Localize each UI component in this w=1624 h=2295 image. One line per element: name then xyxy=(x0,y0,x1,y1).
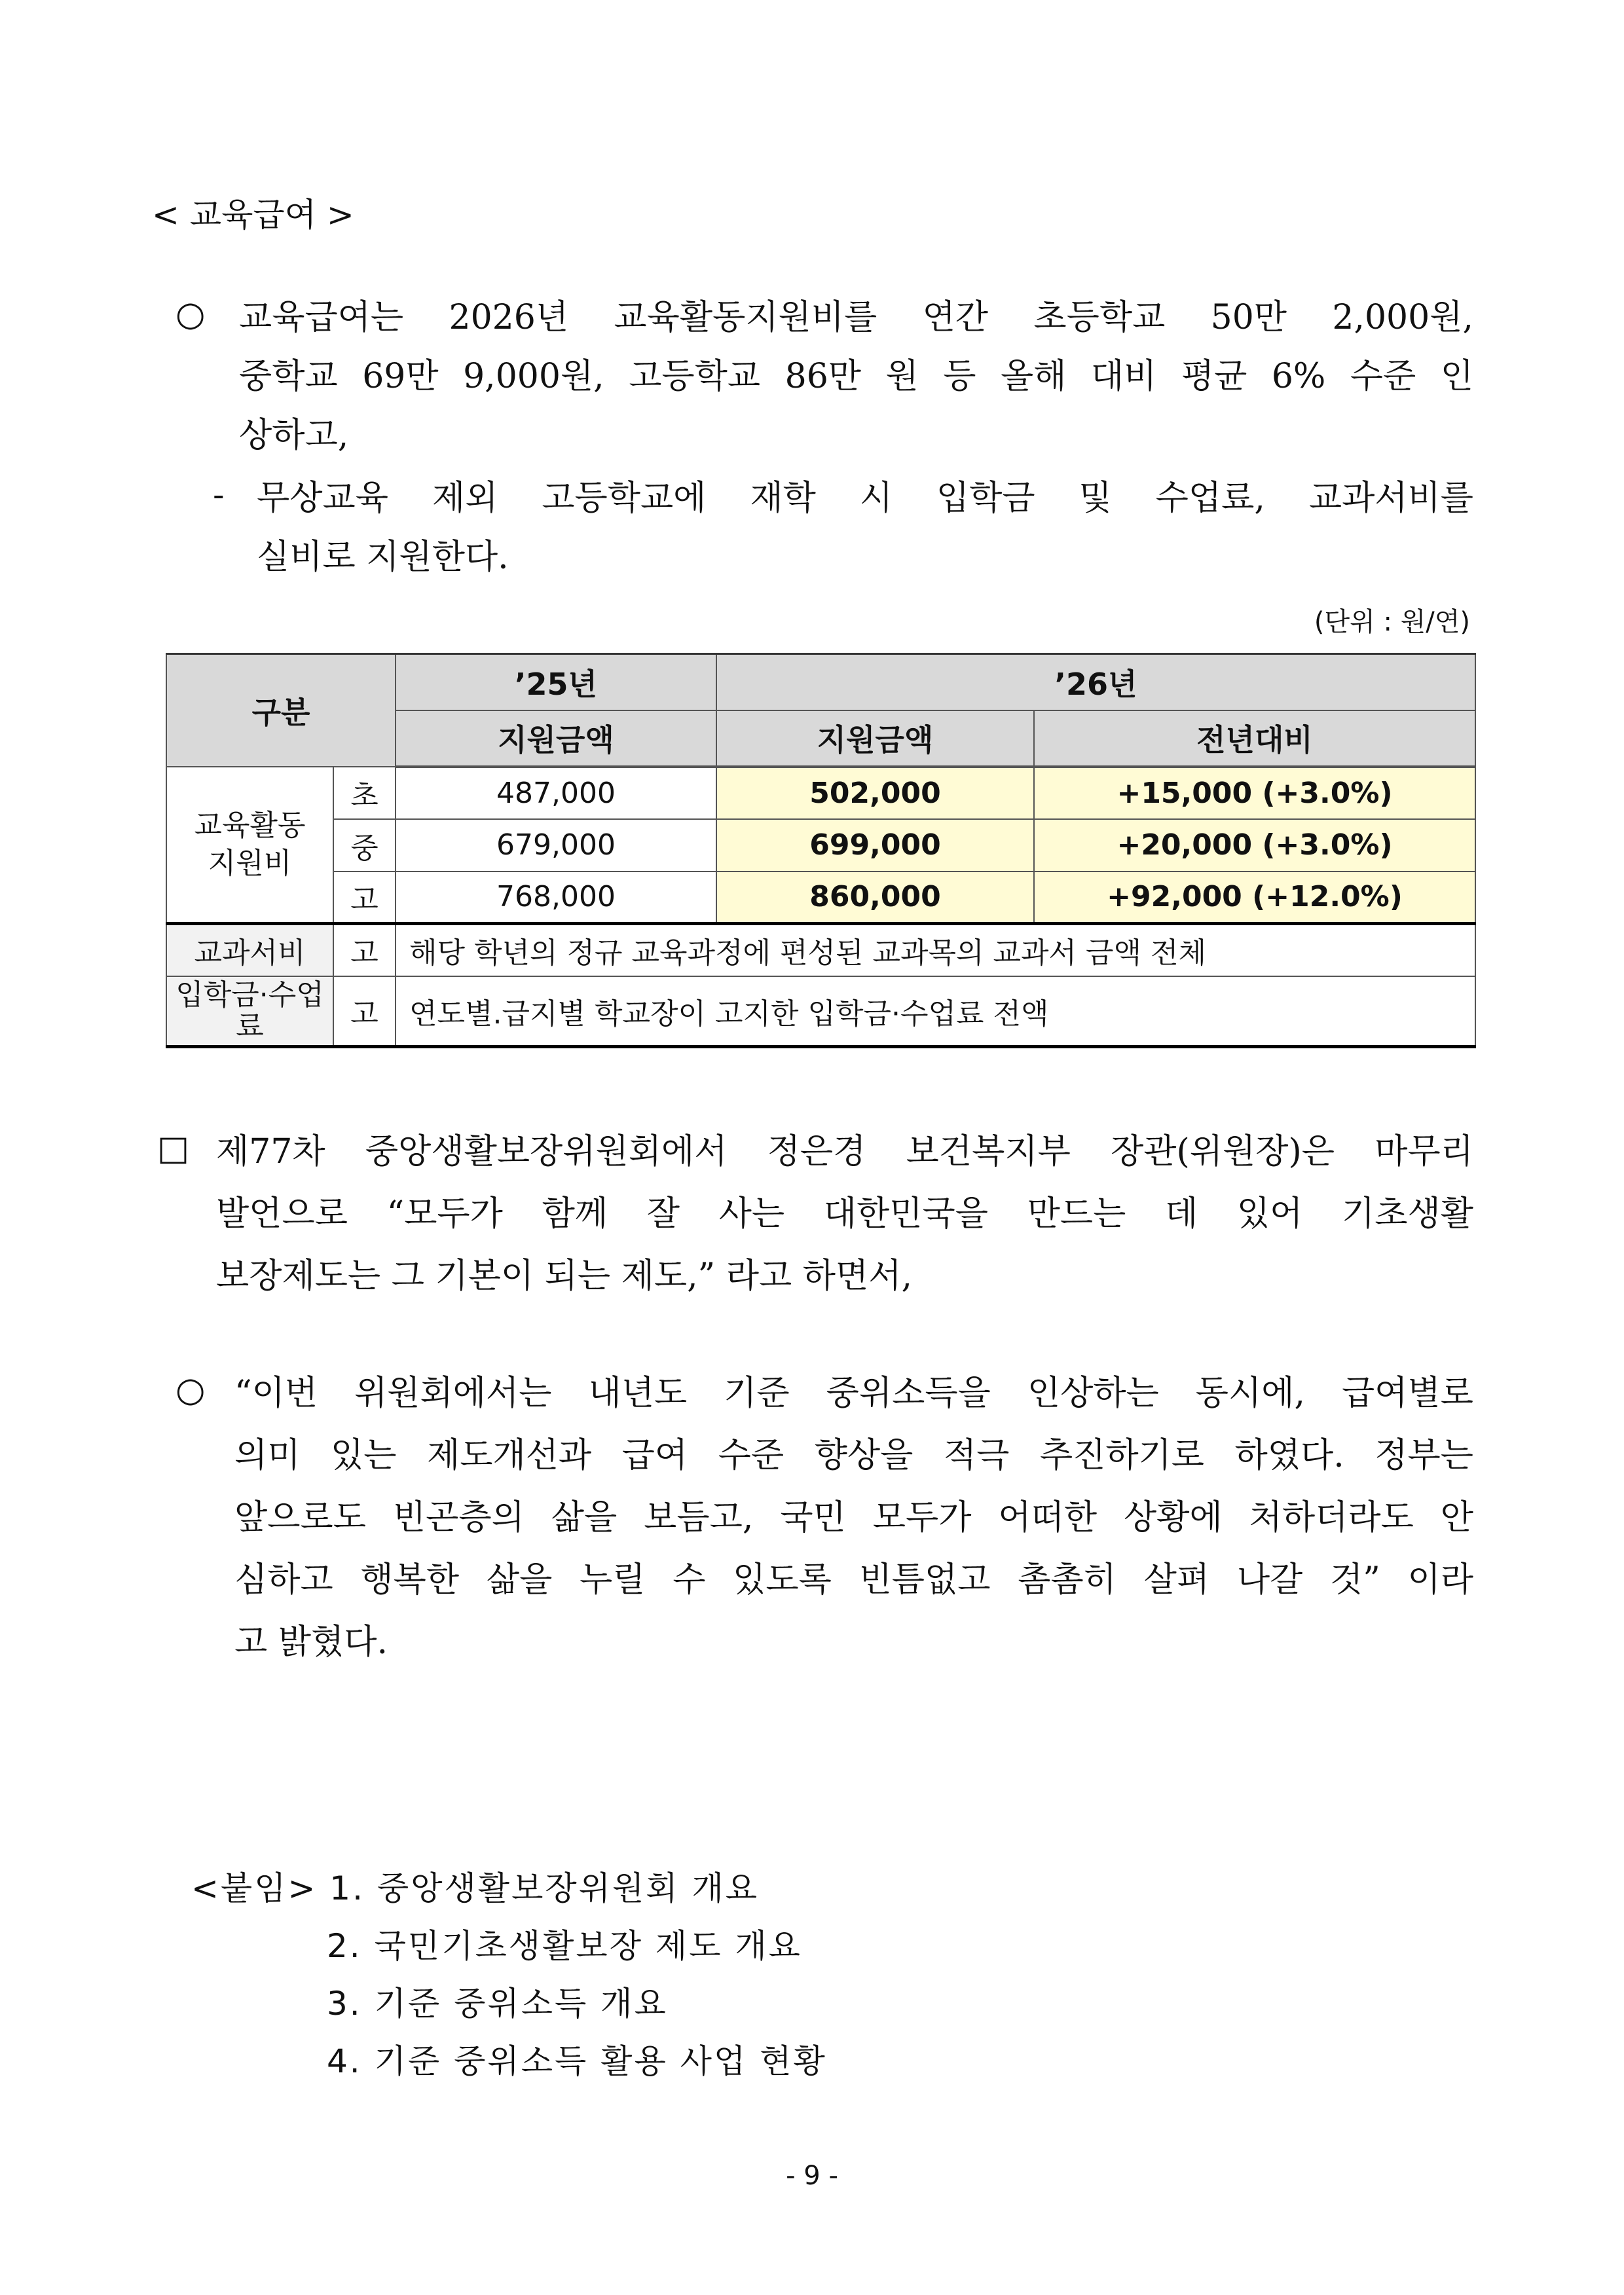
level-elementary: 초 xyxy=(333,767,396,819)
header-year-2025: ’25년 xyxy=(396,654,716,710)
amount-2026-elementary: 502,000 xyxy=(716,767,1034,819)
level-high: 고 xyxy=(333,872,396,924)
group-label-activity-support xyxy=(166,767,333,924)
textbook-description: 해당 학년의 정규 교육과정에 편성된 교과목의 교과서 금액 전체 xyxy=(396,924,1475,976)
change-high: +92,000 (+12.0%) xyxy=(1034,872,1475,924)
sub-paragraph-tuition xyxy=(257,475,1473,580)
amount-2025-elementary: 487,000 xyxy=(396,767,716,819)
amount-2025-high: 768,000 xyxy=(396,872,716,924)
change-elementary: +15,000 (+3.0%) xyxy=(1034,767,1475,819)
para2-line3: 보장제도는 그 기본이 되는 제도,” 라고 하면서, xyxy=(216,1257,912,1296)
tuition-label-line2: 료 xyxy=(236,1009,264,1043)
attachment-item-1: 1. 중앙생활보장위원회 개요 xyxy=(329,1869,760,1907)
bullet-square: □ xyxy=(157,1129,190,1168)
para3-line2: 의미 있는 제도개선과 급여 수준 향상을 적극 추진하기로 하였다. 정부는 xyxy=(234,1436,1473,1475)
level-middle: 중 xyxy=(333,819,396,872)
para1-line3: 상하고, xyxy=(239,416,349,455)
paragraph-quote xyxy=(234,1370,1473,1665)
amount-2026-middle: 699,000 xyxy=(716,819,1034,872)
unit-note: (단위 : 원/연) xyxy=(1314,607,1470,637)
header-category: 구분 xyxy=(166,654,396,767)
para2-line2: 발언으로 “모두가 함께 잘 사는 대한민국을 만드는 데 있어 기초생활 xyxy=(216,1194,1473,1234)
bullet-circle-1: ○ xyxy=(175,295,206,334)
sub1-line1: 무상교육 제외 고등학교에 재학 시 입학금 및 수업료, 교과서비를 xyxy=(257,479,1473,518)
bullet-circle-2: ○ xyxy=(175,1370,206,1410)
tuition-label xyxy=(166,976,333,1047)
header-year-2026: ’26년 xyxy=(716,654,1475,710)
attachment-item-2: 2. 국민기초생활보장 제도 개요 xyxy=(327,1927,802,1965)
attachment-item-4: 4. 기준 중위소득 활용 사업 현황 xyxy=(327,2042,827,2080)
para3-line4: 심하고 행복한 삶을 누릴 수 있도록 빈틈없고 촘촘히 살펴 나갈 것” 이라 xyxy=(234,1560,1473,1600)
header-amount-2026: 지원금액 xyxy=(716,710,1034,767)
para1-line2: 중학교 69만 9,000원, 고등학교 86만 원 등 올해 대비 평균 6% 수준 인 xyxy=(239,357,1473,396)
header-change: 전년대비 xyxy=(1034,710,1475,767)
section-title: < 교육급여 > xyxy=(152,196,354,234)
attachment-item-3: 3. 기준 중위소득 개요 xyxy=(327,1985,668,2023)
textbook-level: 고 xyxy=(333,924,396,976)
benefit-table xyxy=(166,653,1476,1048)
group-label-line1: 교육활동 xyxy=(194,808,306,842)
paragraph-minister-remarks xyxy=(216,1129,1473,1296)
para2-line1: 제77차 중앙생활보장위원회에서 정은경 보건복지부 장관(위원장)은 마무리 xyxy=(216,1132,1473,1171)
dash-marker: - xyxy=(213,475,225,515)
attachments-list xyxy=(191,1860,827,2090)
tuition-label-line1: 입학금·수업 xyxy=(175,978,324,1012)
group-label-line2: 지원비 xyxy=(208,846,292,880)
textbook-label: 교과서비 xyxy=(166,924,333,976)
tuition-level: 고 xyxy=(333,976,396,1047)
tuition-description: 연도별.급지별 학교장이 고지한 입학금·수업료 전액 xyxy=(396,976,1475,1047)
change-middle: +20,000 (+3.0%) xyxy=(1034,819,1475,872)
para1-line1: 교육급여는 2026년 교육활동지원비를 연간 초등학교 50만 2,000원, xyxy=(239,298,1473,337)
amount-2026-high: 860,000 xyxy=(716,872,1034,924)
amount-2025-middle: 679,000 xyxy=(396,819,716,872)
paragraph-education-benefit xyxy=(239,295,1473,455)
page-number: - 9 - xyxy=(786,2161,838,2191)
sub1-line2: 실비로 지원한다. xyxy=(257,538,509,577)
para3-line3: 앞으로도 빈곤층의 삶을 보듬고, 국민 모두가 어떠한 상황에 처하더라도 안 xyxy=(234,1498,1473,1537)
para3-line1: “이번 위원회에서는 내년도 기준 중위소득을 인상하는 동시에, 급여별로 xyxy=(234,1374,1473,1413)
attachments-label: <붙임> xyxy=(191,1869,318,1907)
header-amount-2025: 지원금액 xyxy=(396,710,716,767)
para3-line5: 고 밝혔다. xyxy=(234,1623,388,1662)
